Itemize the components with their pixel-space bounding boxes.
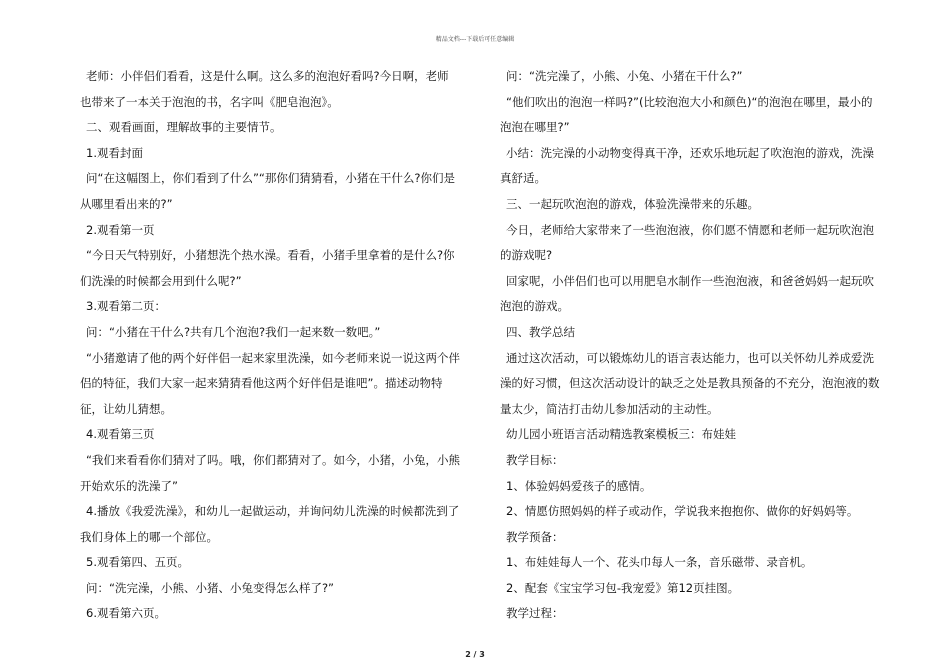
- paragraph: 幼儿园小班语言活动精选教案模板三：布娃娃: [506, 427, 736, 442]
- step-heading: 3.观看第二页：: [86, 299, 166, 314]
- section-heading: 二、观看画面，理解故事的主要情节。: [86, 120, 282, 135]
- list-item: 1、布娃娃每人一个、花头巾每人一条，音乐磁带、录音机。: [506, 555, 813, 570]
- paragraph: 4.播放《我爱洗澡》，和幼儿一起做运动，并询问幼儿洗澡的时候都洗到了我们身体上的哪一个部位。: [80, 504, 460, 544]
- page-header: 精品文档---下载后可任意编辑: [435, 36, 515, 43]
- step-heading: 5.观看第四、五页。: [86, 555, 189, 570]
- paragraph: 问：“洗完澡，小熊、小猪、小兔变得怎么样了?”: [86, 580, 335, 595]
- paragraph: 问：“洗完澡了，小熊、小兔、小猪在干什么?”: [506, 69, 743, 83]
- step-heading: 4.观看第三页: [86, 427, 155, 442]
- paragraph: 回家呢，小伴侣们也可以用肥皂水制作一些泡泡液，和爸爸妈妈一起玩吹泡泡的游戏。: [500, 273, 874, 314]
- paragraph: “他们吹出的泡泡一样吗?”(比较泡泡大小和颜色)“的泡泡在哪里，最小的泡泡在哪里?”: [500, 94, 873, 135]
- page-number: 2 / 3: [465, 650, 485, 659]
- list-item: 1、体验妈妈爱孩子的感情。: [506, 478, 652, 493]
- paragraph: 通过这次活动，可以锻炼幼儿的语言表达能力，也可以关怀幼儿养成爱洗澡的好习惯，但这次活动设计的缺乏之处是教具预备的不充分，泡泡液的数量太少，简洁打击幼儿参加活动的主动性。: [500, 350, 880, 416]
- paragraph: 老师：小伴侣们看看，这是什么啊。这么多的泡泡好看吗?今日啊，老师也带来了一本关于泡泡的书，名字叫《肥皂泡泡》。: [80, 69, 449, 109]
- step-heading: 1.观看封面: [86, 145, 143, 160]
- left-column: [80, 64, 460, 627]
- paragraph: 教学预备：: [506, 529, 564, 544]
- step-heading: 6.观看第六页。: [86, 606, 166, 621]
- section-heading: 四、教学总结: [506, 324, 575, 339]
- paragraph: 今日，老师给大家带来了一些泡泡液，你们愿不情愿和老师一起玩吹泡泡的游戏呢?: [500, 222, 874, 263]
- paragraph: 教学目标：: [506, 452, 564, 467]
- paragraph: 教学过程：: [506, 606, 564, 621]
- list-item: 2、配套《宝宝学习包-我宠爱》第12页挂图。: [506, 580, 740, 595]
- paragraph: 小结：洗完澡的小动物变得真干净，还欢乐地玩起了吹泡泡的游戏，洗澡真舒适。: [500, 145, 874, 186]
- paragraph: “小猪邀请了他的两个好伴侣一起来家里洗澡，如今老师来说一说这两个伴侣的特征，我们大家一起来猜猜看他这两个好伴侣是谁吧”。描述动物特征，让幼儿猜想。: [80, 350, 460, 416]
- paragraph: 问“在这幅图上，你们看到了什么”“那你们猜猜看，小猪在干什么?你们是从哪里看出来的?”: [80, 171, 455, 211]
- list-item: 2、情愿仿照妈妈的样子或动作，学说我来抱抱你、做你的好妈妈等。: [506, 504, 859, 519]
- paragraph: “我们来看看你们猜对了吗。哦，你们都猜对了。如今，小猪，小兔，小熊开始欢乐的洗澡了”: [80, 452, 460, 493]
- right-column: [500, 64, 880, 627]
- paragraph: 问：“小猪在干什么?共有几个泡泡?我们一起来数一数吧。”: [86, 324, 381, 339]
- step-heading: 2.观看第一页: [86, 222, 155, 237]
- paragraph: “今日天气特别好，小猪想洗个热水澡。看看，小猪手里拿着的是什么?你们洗澡的时候都会用到什么呢?”: [80, 248, 455, 288]
- section-heading: 三、一起玩吹泡泡的游戏，体验洗澡带来的乐趣。: [506, 196, 759, 211]
